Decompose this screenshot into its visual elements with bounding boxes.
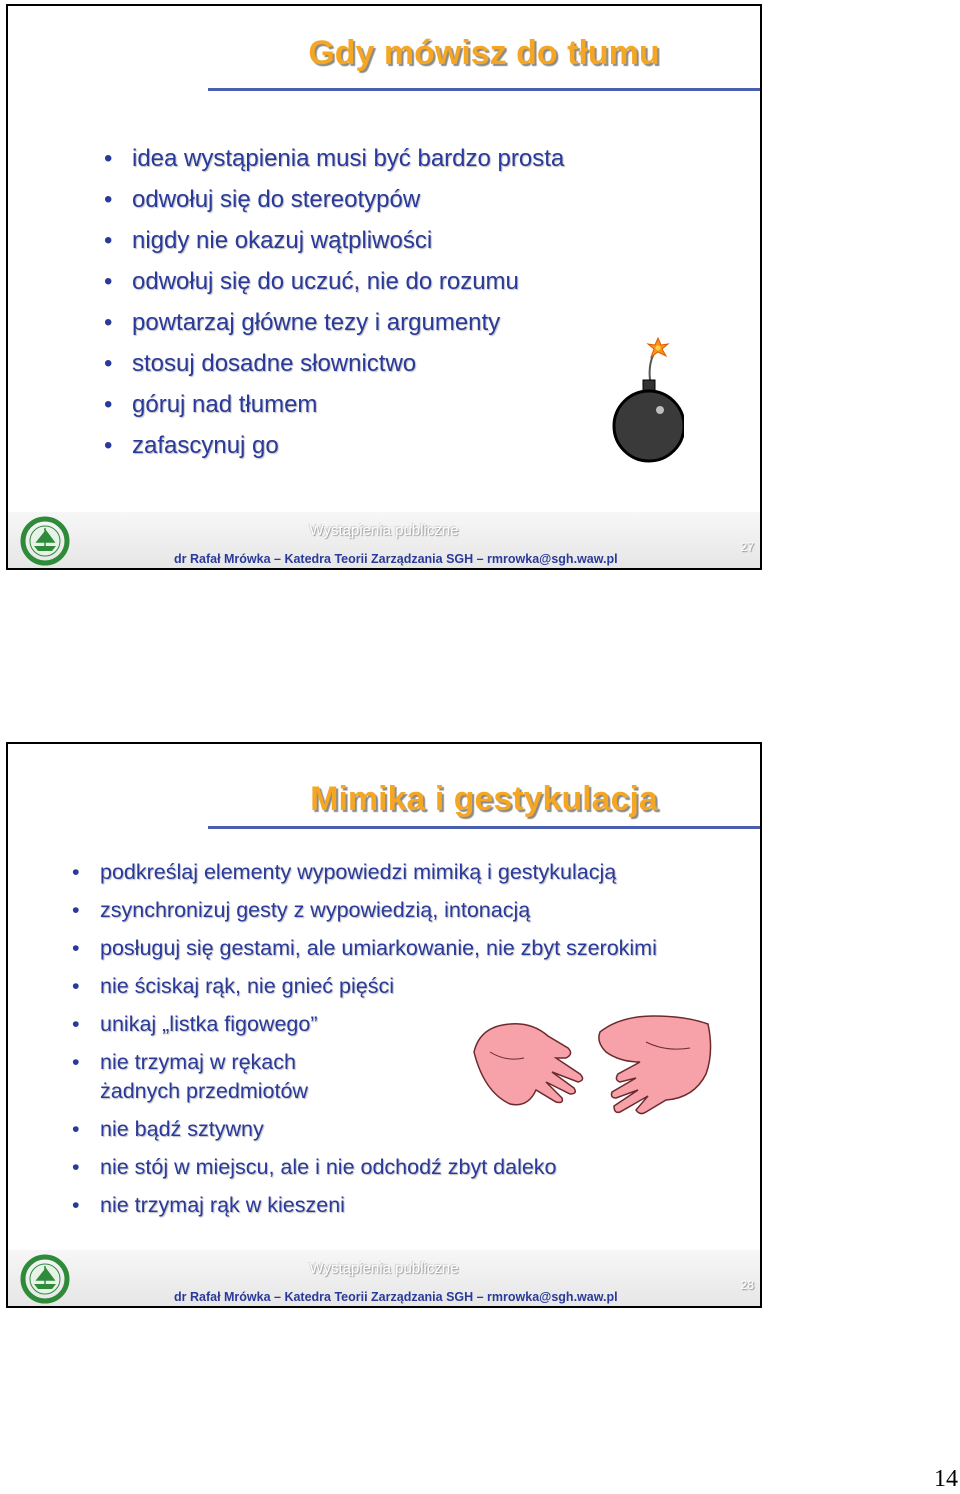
list-item: • odwołuj się do stereotypów xyxy=(132,179,564,220)
list-item: • nie ściskaj rąk, nie gnieć pięści xyxy=(100,972,740,1001)
list-item: • nigdy nie okazuj wątpliwości xyxy=(132,220,564,261)
bomb-icon xyxy=(604,336,684,466)
slide-title: Gdy mówisz do tłumu xyxy=(308,34,660,72)
list-item: • unikaj „listka figowego” xyxy=(100,1010,740,1039)
footer-subject: Wystąpienia publiczne xyxy=(309,1260,459,1277)
title-rule xyxy=(208,88,760,91)
list-item: • podkreślaj elementy wypowiedzi mimiką i gestykulacją xyxy=(100,858,740,887)
slide-footer xyxy=(8,1250,760,1306)
list-item: • góruj nad tłumem xyxy=(132,384,564,425)
title-rule xyxy=(208,826,760,829)
list-item: • nie stój w miejscu, ale i nie odchodź zbyt daleko xyxy=(100,1153,740,1182)
slide-footer xyxy=(8,512,760,568)
list-item: • idea wystąpienia musi być bardzo prosta xyxy=(132,138,564,179)
slide-title: Mimika i gestykulacja xyxy=(310,780,658,818)
list-item: • nie bądź sztywny xyxy=(100,1115,740,1144)
footer-author: dr Rafał Mrówka – Katedra Teorii Zarządzania SGH – rmrowka@sgh.waw.pl xyxy=(174,1290,618,1304)
list-item: • nie trzymaj w rękach żadnych przedmiotów xyxy=(100,1048,740,1106)
footer-author: dr Rafał Mrówka – Katedra Teorii Zarządzania SGH – rmrowka@sgh.waw.pl xyxy=(174,552,618,566)
slide-number: 27 xyxy=(740,540,754,554)
list-item: • nie trzymaj rąk w kieszeni xyxy=(100,1191,740,1220)
footer-subject: Wystąpienia publiczne xyxy=(309,522,459,539)
slide-number: 28 xyxy=(740,1278,754,1292)
list-item: • stosuj dosadne słownictwo xyxy=(132,343,564,384)
list-item: • posługuj się gestami, ale umiarkowanie, nie zbyt szerokimi xyxy=(100,934,740,963)
list-item: • odwołuj się do uczuć, nie do rozumu xyxy=(132,261,564,302)
list-item: • zsynchronizuj gesty z wypowiedzią, intonacją xyxy=(100,896,740,925)
list-item: • powtarzaj główne tezy i argumenty xyxy=(132,302,564,343)
page-number: 14 xyxy=(934,1466,958,1492)
list-item: • zafascynuj go xyxy=(132,425,564,466)
slide-28 xyxy=(6,742,762,1308)
bullet-list xyxy=(132,138,564,466)
slide-27 xyxy=(6,4,762,570)
open-hands-icon xyxy=(470,1012,716,1132)
